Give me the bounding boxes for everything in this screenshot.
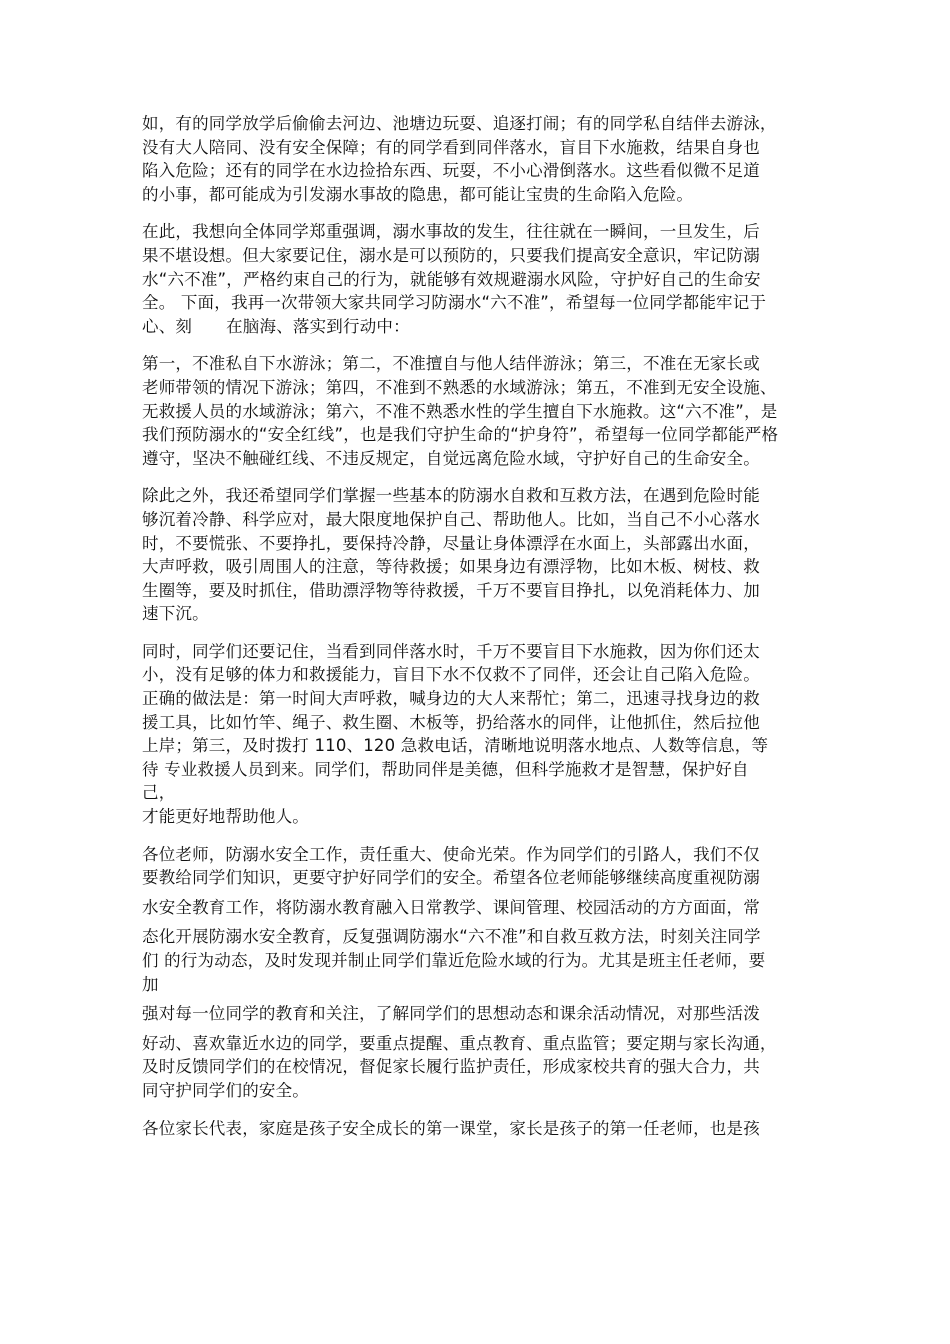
text-line: 好动、喜欢靠近水边的同学，要重点提醒、重点教育、重点监管；要定期与家长沟通， [142, 1033, 777, 1053]
text-line: 们 的行为动态，及时发现并制止同学们靠近危险水域的行为。尤其是班主任老师，要 [142, 951, 766, 970]
text-line: 的小事，都可能成为引发溺水事故的隐患，都可能让宝贵的生命陷入危险。 [142, 184, 694, 204]
text-line: 果不堪设想。但大家要记住，溺水是可以预防的，只要我们提高安全意识，牢记防溺 [142, 245, 760, 265]
text-line: 时，不要慌张、不要挣扎，要保持冷静，尽量让身体漂浮在水面上，头部露出水面， [142, 533, 760, 553]
text-line: 小，没有足够的体力和救援能力，盲目下水不仅救不了同伴，还会让自己陷入危险。 [142, 665, 760, 685]
text-line: 速下沉。 [142, 604, 209, 624]
text-line: 在此，我想向全体同学郑重强调，溺水事故的发生，往往就在一瞬间，一旦发生，后 [142, 222, 760, 242]
paragraph-dangerous-behaviors [142, 112, 810, 206]
paragraph-parents [142, 1117, 810, 1141]
text-line: 水“六不准”，严格约束自己的行为，就能够有效规避溺水风险，守护好自己的生命安 [142, 269, 761, 289]
text-line: 大声呼救，吸引周围人的注意，等待救援；如果身边有漂浮物，比如木板、树枝、救 [142, 557, 760, 577]
text-line: 老师带领的情况下游泳；第四，不准到不熟悉的水域游泳；第五，不准到无安全设施、 [142, 377, 777, 397]
text-line: 如，有的同学放学后偷偷去河边、池塘边玩耍、追逐打闹；有的同学私自结伴去游泳， [142, 114, 777, 133]
text-line: 要教给同学们知识，更要守护好同学们的安全。希望各位老师能够继续高度重视防溺 [142, 868, 760, 888]
paragraph-teachers [142, 843, 810, 1103]
paragraph-rescue-others [142, 640, 810, 829]
text-line-split [142, 315, 810, 339]
text-line: 各位老师，防溺水安全工作，责任重大、使命光荣。作为同学们的引路人，我们不仅 [142, 844, 760, 864]
text-line: 我们预防溺水的“安全红线”，也是我们守护生命的“护身符”，希望每一位同学都能严格 [142, 425, 779, 445]
text-line: 陷入危险；还有的同学在水边捡拾东西、玩耍，不小心滑倒落水。这些看似微不足道 [142, 161, 760, 181]
text-line: 遵守，坚决不触碰红线、不违反规定，自觉远离危险水域，守护好自己的生命安全。 [142, 448, 760, 468]
text-line: 没有大人陪同、没有安全保障；有的同学看到同伴落水，盲目下水施救，结果自身也 [142, 137, 760, 157]
paragraph-self-rescue [142, 484, 810, 626]
text-line: 生圈等，要及时抓住，借助漂浮物等待救援，千万不要盲目挣扎，以免消耗体力、加 [142, 580, 760, 600]
text-line: 态化开展防溺水安全教育，反复强调防溺水“六不准”和自救互救方法，时刻关注同学 [142, 927, 761, 947]
text-line: 援工具，比如竹竿、绳子、救生圈、木板等，扔给落水的同伴，让他抓住，然后拉他 [142, 712, 760, 732]
text-fragment: 在脑海、落实到行动中： [226, 316, 410, 336]
text-line: 及时反馈同学们的在校情况，督促家长履行监护责任，形成家校共育的强大合力，共 [142, 1057, 760, 1077]
text-line: 够沉着冷静、科学应对，最大限度地保护自己、帮助他人。比如，当自己不小心落水 [142, 509, 760, 529]
text-line: 同守护同学们的安全。 [142, 1080, 309, 1100]
text-line: 水安全教育工作，将防溺水教育融入日常教学、课间管理、校园活动的方方面面，常 [142, 897, 760, 917]
paragraph-emphasis [142, 220, 810, 338]
text-line: 强对每一位同学的教育和关注，了解同学们的思想动态和课余活动情况，对那些活泼 [142, 1004, 760, 1024]
text-line: 第一，不准私自下水游泳；第二，不准擅自与他人结伴游泳；第三，不准在无家长或 [142, 354, 760, 374]
text-line: 同时，同学们还要记住，当看到同伴落水时，千万不要盲目下水施救，因为你们还太 [142, 641, 760, 661]
text-line: 正确的做法是：第一时间大声呼救，喊身边的大人来帮忙；第二，迅速寻找身边的救 [142, 689, 760, 709]
text-line: 无救援人员的水域游泳；第六，不准不熟悉水性的学生擅自下水施救。这“六不准”，是 [142, 401, 778, 421]
text-line: 己， [142, 783, 176, 803]
text-line: 加 [142, 974, 159, 994]
text-line: 才能更好地帮助他人。 [142, 807, 309, 827]
text-fragment: 心、刻 [142, 316, 193, 336]
text-line: 全。 下面，我再一次带领大家共同学习防溺水“六不准”，希望每一位同学都能牢记于 [142, 293, 767, 313]
document-body [142, 112, 810, 1154]
text-line: 上岸；第三，及时拨打 110、120 急救电话，清晰地说明落水地点、人数等信息，等 [142, 736, 769, 756]
text-line: 除此之外，我还希望同学们掌握一些基本的防溺水自救和互救方法，在遇到危险时能 [142, 486, 760, 506]
text-line: 各位家长代表，家庭是孩子安全成长的第一课堂，家长是孩子的第一任老师，也是孩 [142, 1118, 760, 1138]
text-line: 待 专业救援人员到来。同学们，帮助同伴是美德，但科学施救才是智慧，保护好自 [142, 759, 749, 779]
paragraph-six-rules [142, 352, 810, 470]
